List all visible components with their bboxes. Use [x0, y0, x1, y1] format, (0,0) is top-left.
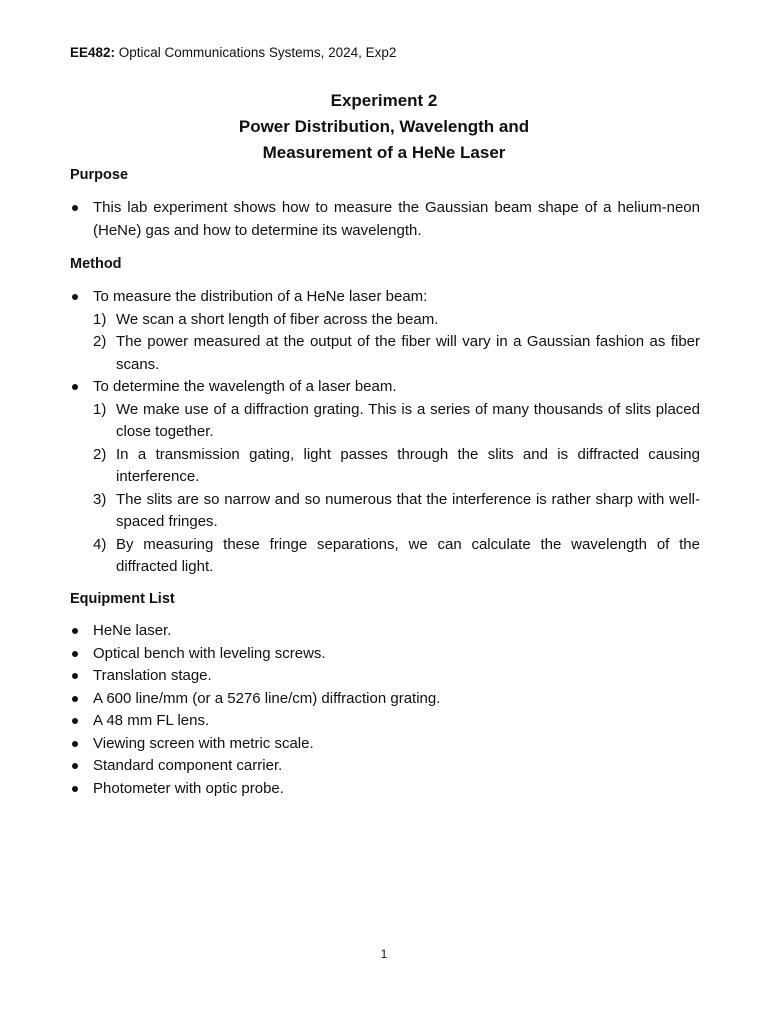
list-item	[70, 665, 700, 688]
list-item	[70, 755, 700, 778]
list-item	[70, 643, 700, 666]
list-item-text: A 48 mm FL lens.	[93, 712, 210, 729]
equipment-list	[70, 620, 700, 800]
list-item-text: To measure the distribution of a HeNe laser beam:	[93, 288, 428, 305]
list-item-text: To determine the wavelength of a laser beam.	[93, 378, 397, 395]
numbered-item	[93, 309, 700, 332]
list-item-text: A 600 line/mm (or a 5276 line/cm) diffraction grating.	[93, 689, 441, 707]
title-line-2: Power Distribution, Wavelength and	[238, 117, 530, 136]
list-item	[70, 710, 700, 733]
purpose-list	[70, 197, 700, 242]
numbered-sublist	[93, 399, 700, 579]
page-number: 1	[380, 947, 388, 961]
numbered-item-text: We scan a short length of fiber across the beam.	[116, 310, 439, 328]
list-item	[70, 733, 700, 756]
item-number: 3)	[93, 490, 107, 508]
list-item	[70, 376, 700, 579]
list-item-text: Optical bench with leveling screws.	[93, 644, 326, 662]
list-item-text: This lab experiment shows how to measure the Gaussian beam shape of a helium-neon (HeNe) gas and how to determine its wavelength.	[93, 199, 700, 239]
list-item-text: Viewing screen with metric scale.	[93, 734, 314, 752]
method-list	[70, 286, 700, 579]
course-description: Optical Communications Systems, 2024, Exp2	[115, 45, 397, 60]
title-line-1: Experiment 2	[330, 91, 438, 110]
item-number: 4)	[93, 535, 107, 553]
list-item	[70, 688, 700, 711]
list-item	[70, 197, 700, 242]
list-item-text: Standard component carrier.	[93, 757, 283, 774]
list-item-text: Translation stage.	[93, 667, 212, 684]
numbered-item	[93, 399, 700, 444]
list-item	[70, 778, 700, 801]
item-number: 1)	[93, 400, 107, 418]
numbered-item-text: The power measured at the output of the fiber will vary in a Gaussian fashion as fiber scans.	[116, 333, 700, 373]
purpose-heading: Purpose	[70, 167, 129, 183]
numbered-item	[93, 444, 700, 489]
list-item-text: HeNe laser.	[93, 622, 172, 639]
item-number: 2)	[93, 333, 107, 350]
equipment-heading: Equipment List	[70, 591, 175, 607]
document-title	[0, 88, 768, 166]
method-heading: Method	[70, 256, 122, 272]
list-item	[70, 286, 700, 376]
numbered-item-text: In a transmission gating, light passes through the slits and is diffracted causing interference.	[116, 445, 700, 485]
numbered-item-text: By measuring these fringe separations, we can calculate the wavelength of the diffracted light.	[116, 535, 700, 575]
item-number: 1)	[93, 310, 107, 328]
numbered-item	[93, 489, 700, 534]
list-item	[70, 620, 700, 643]
item-number: 2)	[93, 445, 107, 463]
course-code: EE482:	[70, 45, 116, 60]
page-header	[70, 44, 396, 62]
numbered-sublist	[93, 309, 700, 377]
numbered-item	[93, 331, 700, 376]
list-item-text: Photometer with optic probe.	[93, 779, 284, 797]
numbered-item-text: The slits are so narrow and so numerous that the interference is rather sharp with well-spaced fringes.	[116, 490, 700, 530]
title-line-3: Measurement of a HeNe Laser	[262, 143, 506, 162]
numbered-item-text: We make use of a diffraction grating. This is a series of many thousands of slits placed close together.	[116, 400, 700, 440]
numbered-item	[93, 534, 700, 579]
